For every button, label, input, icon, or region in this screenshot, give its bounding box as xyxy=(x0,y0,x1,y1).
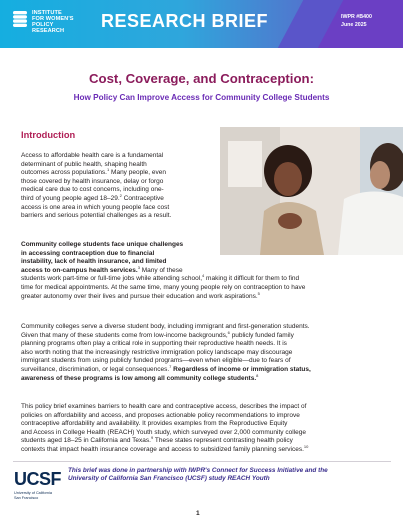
footer-divider xyxy=(13,461,391,462)
intro-paragraph-2: Community college students face unique challenges in accessing contraception due to financial instability, lack of health insurance, and limited access to on-campus health services.$^3$ Many of these students work part-time or full-time jobs while attending school,$^4$ making it difficult for them to find time for medical appointments. At the same time, many young people rely on contraception to have greater autonomy over their lives and pursue their education and work aspirations.$^5$ xyxy=(21,241,306,300)
intro-paragraph-4: This policy brief examines barriers to health care and contraceptive access, describes the impact of policies on affordability and access, and proposes actionable policy recommendations to improve contraceptive affordability and availability. It provides examples from the Reproductive Equity and Access in College Health (REACH) Youth study, which surveyed over 2,000 community college students aged 18–25 in California and Texas.$^9$ These states represent contrasting health policy contexts that impact health insurance coverage and access to subsidized family planning services.$^{10}$ xyxy=(21,403,309,453)
photo-consultation-image xyxy=(220,127,403,255)
section-heading: Introduction xyxy=(21,130,76,140)
ucsf-logo-subtitle: University of California San Francisco xyxy=(14,491,52,500)
intro-paragraph-1: Access to affordable health care is a fundamental determinant of public health, shaping health outcomes across populations.$^1$ Many people, even those covered by health insurance, delay or forgo medical care due to cost concerns, including one- third of young people aged 18–29.$^2$ Contraceptive access is one area in which young people face cost barriers and serious potential challenges as a result. xyxy=(21,152,172,220)
document-date: June 2025 xyxy=(341,22,367,28)
page-number: 1 xyxy=(196,510,200,517)
ucsf-logo: UCSF xyxy=(14,469,61,489)
iwpr-logo-text: INSTITUTE FOR WOMEN'S POLICY RESEARCH xyxy=(32,10,74,34)
iwpr-logo-icon xyxy=(13,11,27,27)
page-title: Cost, Coverage, and Contraception: xyxy=(89,71,314,86)
document-type: RESEARCH BRIEF xyxy=(101,11,269,31)
page-subtitle: How Policy Can Improve Access for Community College Students xyxy=(73,93,330,102)
document-number: IWPR #B400 xyxy=(341,14,372,20)
partnership-note: This brief was done in partnership with IWPR's Connect for Success Initiative and the University of California San Francisco (UCSF) study REACH Youth xyxy=(68,467,328,483)
document-reference xyxy=(341,13,372,29)
header-band xyxy=(0,0,403,48)
intro-paragraph-3: Community colleges serve a diverse student body, including immigrant and first-generation students. Given that many of these students come from low-income backgrounds,$^6$ publicly funded family planning programs often play a critical role in supporting their reproductive health needs. It is also worth noting that the increasingly restrictive immigration policy landscape may discourage immigrant students from using publicly funded programs—even when eligible—due to fears of surveillance, discrimination, or legal consequences.$^7$ Regardless of income or immigration status, awareness of these programs is low among all community college students.$^8$ xyxy=(21,323,311,382)
